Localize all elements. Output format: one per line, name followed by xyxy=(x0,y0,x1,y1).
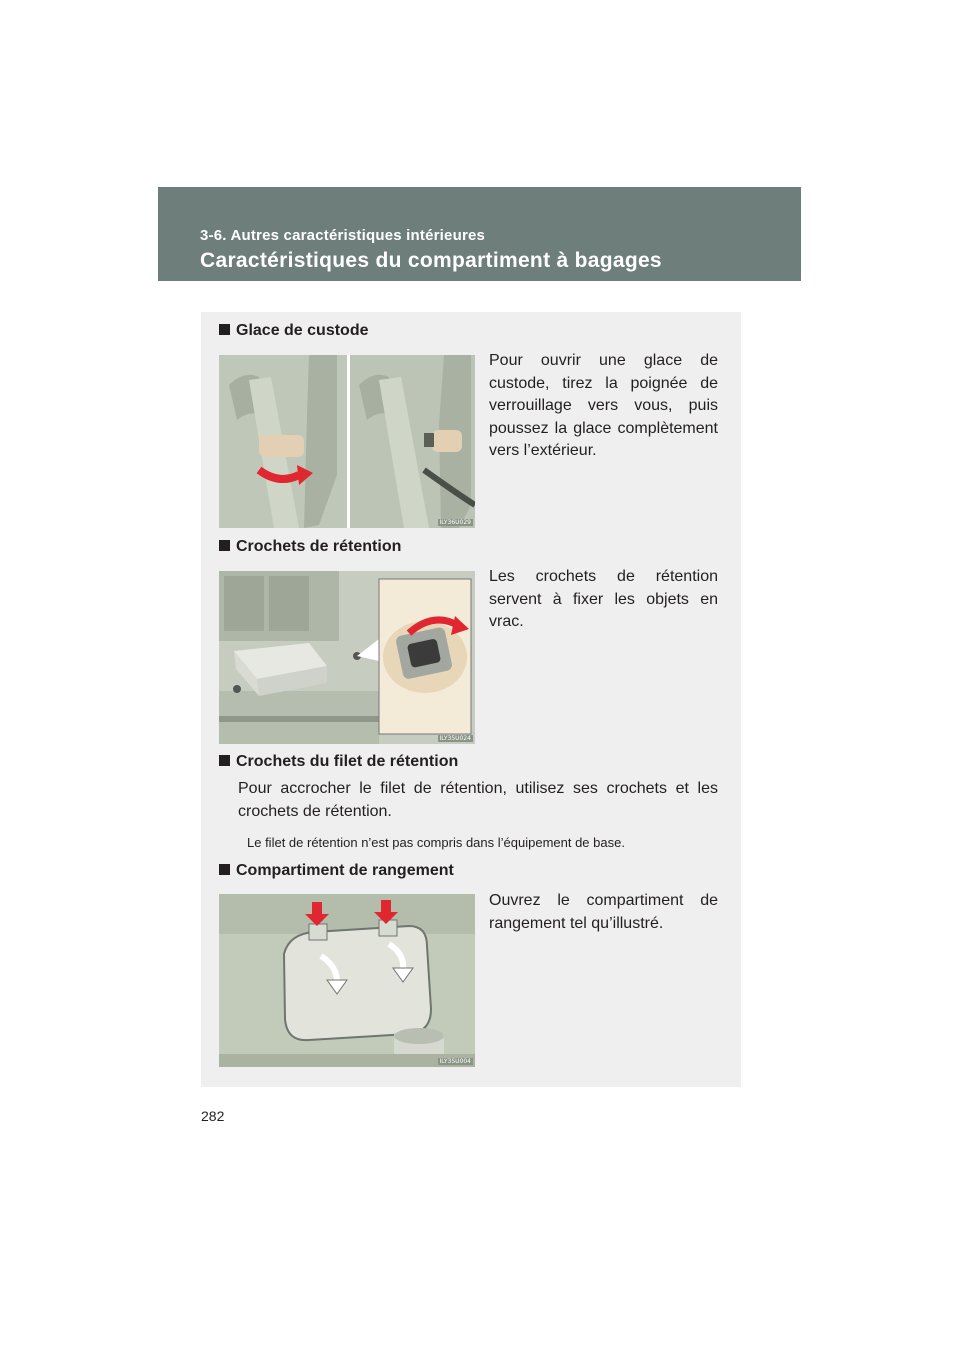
note-net-hooks: Le filet de rétention n’est pas compris dans l’équipement de base. xyxy=(247,835,625,850)
square-bullet-icon xyxy=(219,324,230,335)
figure-quarter-window xyxy=(219,355,475,528)
figure-code: ILY36U029 xyxy=(439,519,471,526)
figure-retention-hooks xyxy=(219,571,475,744)
text-storage-compartment: Ouvrez le compartiment de rangement tel qu’illustré. xyxy=(489,892,718,932)
figure-code: ILY35U024 xyxy=(439,735,471,742)
figure-code: ILY35U004 xyxy=(439,1058,471,1065)
square-bullet-icon xyxy=(219,755,230,766)
section-label: 3-6. Autres caractéristiques intérieures xyxy=(200,227,486,244)
square-bullet-icon xyxy=(219,864,230,875)
square-bullet-icon xyxy=(219,540,230,551)
content-panel xyxy=(201,312,741,1087)
figure-storage-compartment xyxy=(219,894,475,1067)
text-net-hooks: Pour accrocher le filet de rétention, utilisez ses crochets et les crochets de rétention. xyxy=(238,780,718,820)
chapter-header xyxy=(158,187,801,281)
heading-net-hooks: Crochets du filet de rétention xyxy=(219,753,458,771)
heading-quarter-window: Glace de custode xyxy=(219,322,369,340)
text-retention-hooks: Les crochets de rétention servent à fixer les objets en vrac. xyxy=(489,568,718,630)
heading-retention-hooks: Crochets de rétention xyxy=(219,538,401,556)
page-number: 282 xyxy=(201,1108,225,1124)
page-title: Caractéristiques du compartiment à bagages xyxy=(200,249,662,272)
text-quarter-window: Pour ouvrir une glace de custode, tirez la poignée de verrouillage vers vous, puis poussez la glace complètement vers l’extérieur. xyxy=(489,352,718,459)
heading-storage-compartment: Compartiment de rangement xyxy=(219,862,454,880)
